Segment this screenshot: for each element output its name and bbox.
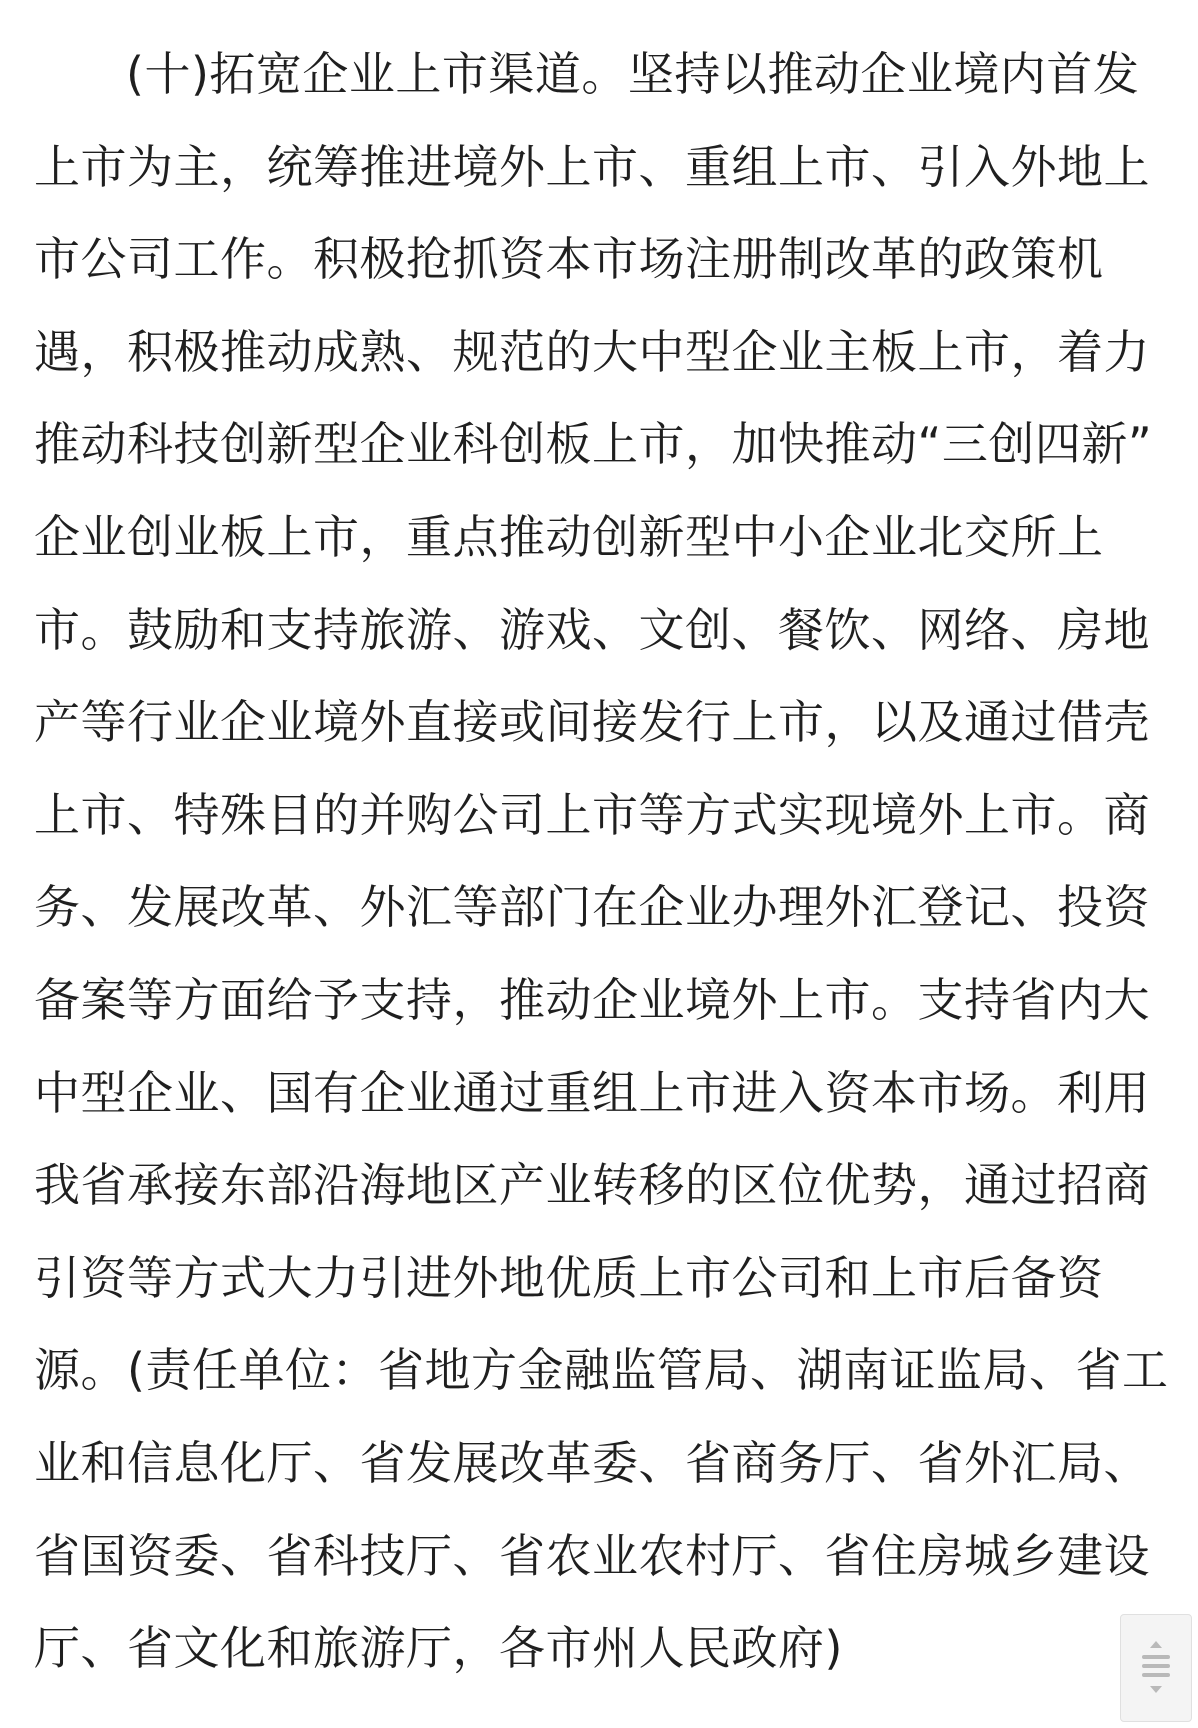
article-line: 推动科技创新型企业科创板上市，加快推动“三创四新”: [34, 417, 1153, 472]
article-line: 企业创业板上市，重点推动创新型中小企业北交所上: [34, 509, 1104, 564]
article-line: 源。(责任单位：省地方金融监管局、湖南证监局、省工: [34, 1343, 1169, 1398]
article-line: 务、发展改革、外汇等部门在企业办理外汇登记、投资: [34, 880, 1150, 935]
article-line: 业和信息化厅、省发展改革委、省商务厅、省外汇局、: [34, 1435, 1150, 1490]
article-line: 上市为主，统筹推进境外上市、重组上市、引入外地上: [34, 139, 1150, 194]
article-line: (十)拓宽企业上市渠道。坚持以推动企业境内首发: [126, 47, 1140, 101]
article-line: 产等行业企业境外直接或间接发行上市，以及通过借壳: [34, 695, 1150, 750]
article-line: 备案等方面给予支持，推动企业境外上市。支持省内大: [34, 972, 1150, 1027]
article-line: 市公司工作。积极抢抓资本市场注册制改革的政策机: [34, 232, 1104, 287]
article-line: 省国资委、省科技厅、省农业农村厅、省住房城乡建设: [34, 1528, 1150, 1583]
drag-handle-icon: [1138, 1639, 1174, 1697]
article-line: 上市、特殊目的并购公司上市等方式实现境外上市。商: [34, 787, 1150, 842]
article-line: 我省承接东部沿海地区产业转移的区位优势，通过招商: [34, 1158, 1150, 1213]
article-line: 市。鼓励和支持旅游、游戏、文创、餐饮、网络、房地: [34, 602, 1150, 657]
article-line: 引资等方式大力引进外地优质上市公司和上市后备资: [34, 1250, 1104, 1305]
article-line: 遇，积极推动成熟、规范的大中型企业主板上市，着力: [34, 324, 1150, 379]
article-line: 厅、省文化和旅游厅，各市州人民政府): [34, 1621, 843, 1676]
article-line: 中型企业、国有企业通过重组上市进入资本市场。利用: [34, 1065, 1150, 1120]
scroll-handle[interactable]: [1120, 1614, 1192, 1722]
article-body: [34, 28, 1169, 1695]
